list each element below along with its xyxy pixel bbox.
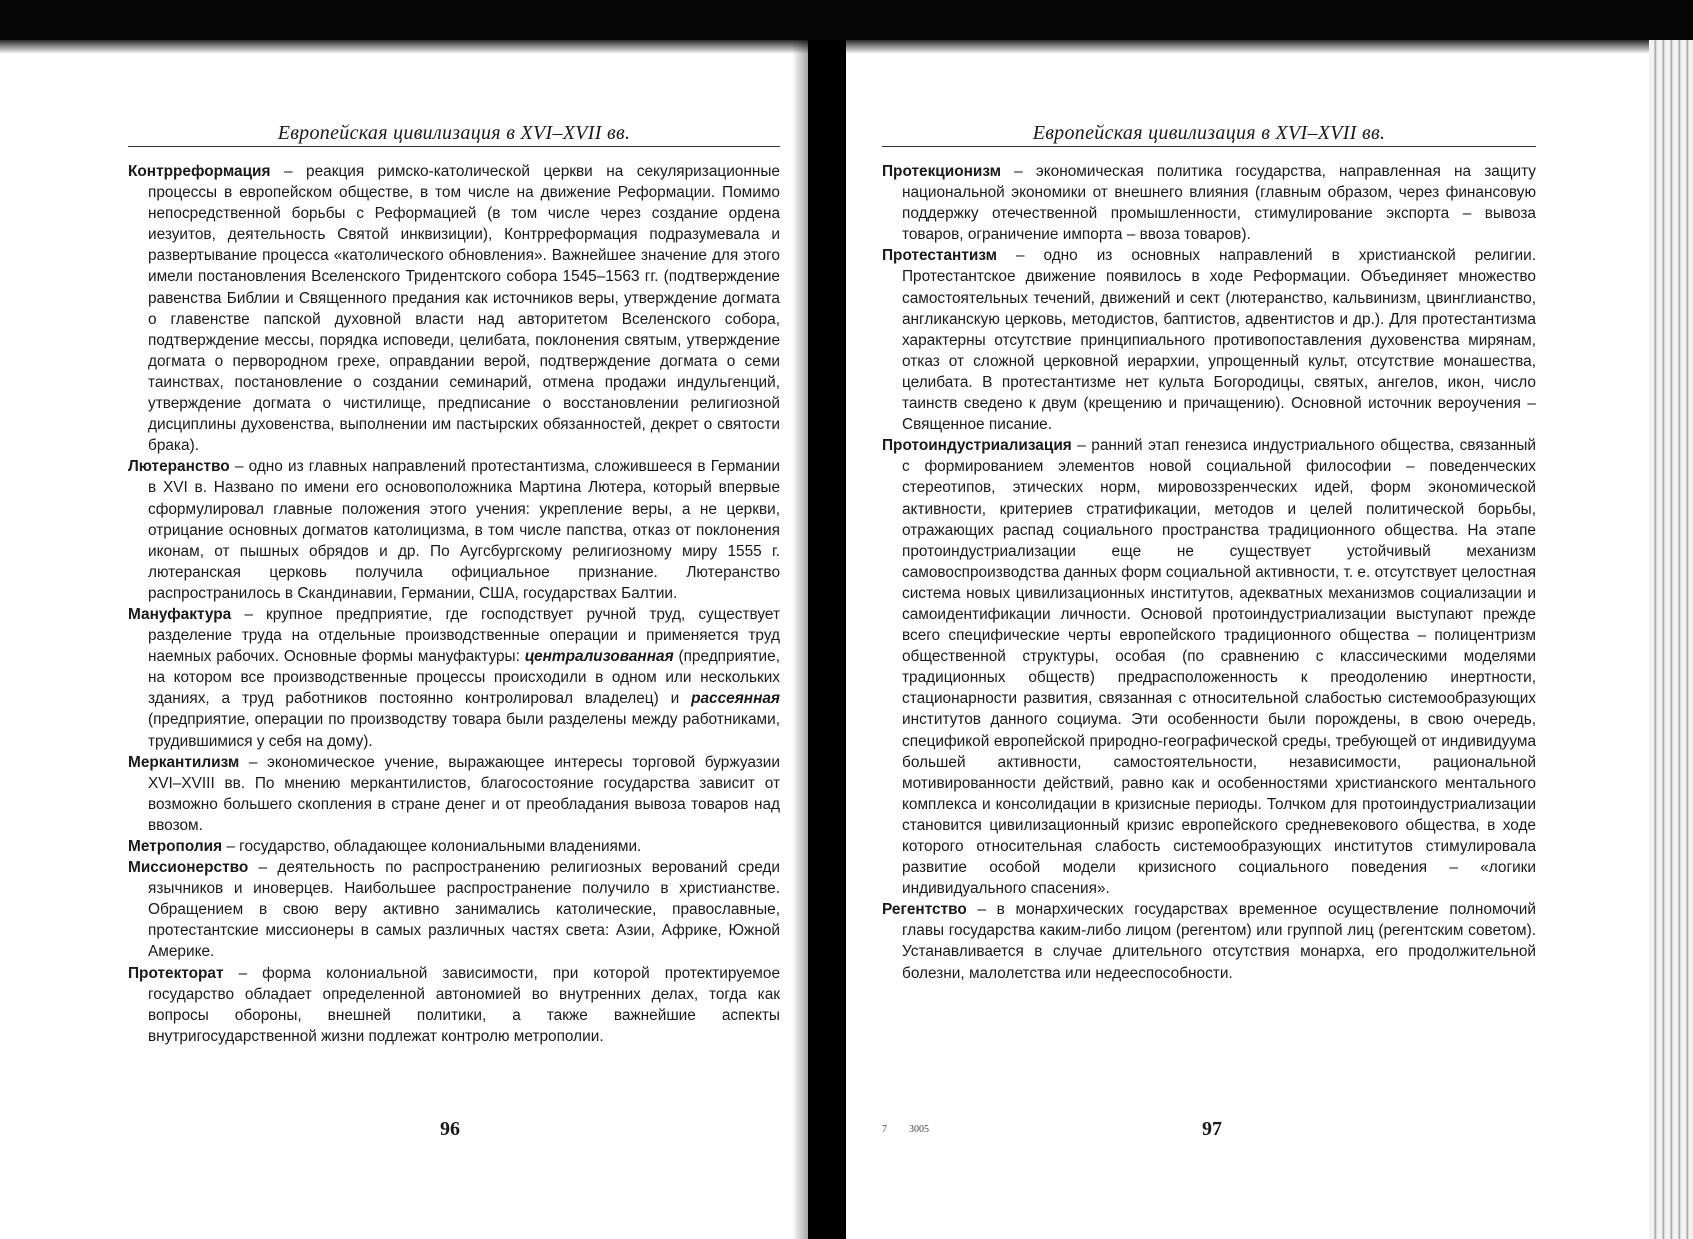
glossary-entry [128, 857, 780, 962]
left-running-head: Европейская цивилизация в XVI–XVII вв. [128, 120, 780, 147]
left-page [128, 120, 780, 1047]
entry-definition: – одно из главных направлений протестантизма, сложившееся в Германии в XVI в. Названо по имени его основоположника Мартина Лютера, который впервые сформулировал главные положения этого учения: укрепление веры, а не церкви, отрицание основных догматов католицизма, в том числе папства, отказ от поклонения иконам, от пышных обрядов и др. По Аугсбургскому религиозному миру 1555 г. лютеранская церковь получила официальное признание. Лютеранство распространилось в Скандинавии, Германии, США, государствах Балтии. [148, 458, 780, 602]
entry-term: Протоиндустриализация [882, 437, 1072, 455]
print-signature [882, 1124, 951, 1135]
entry-term: Протекционизм [882, 163, 1002, 180]
glossary-entry [128, 963, 780, 1047]
glossary-entry [882, 435, 1536, 899]
glossary-entry [128, 456, 780, 604]
glossary-entry [882, 899, 1536, 983]
right-running-head: Европейская цивилизация в XVI–XVII вв. [882, 120, 1536, 147]
entry-definition: – экономическое учение, выражающее интересы торговой буржуазии XVI–XVIII вв. По мнению меркантилистов, благосостояние государства зависит от возможно большего скопления в стране денег и от преобладания вывоза товаров над ввозом. [148, 753, 780, 834]
signature-number: 7 [882, 1124, 887, 1135]
entry-definition: – форма колониальной зависимости, при которой протектируемое государство обладает определенной автономией во внутренних делах, тогда как вопросы обороны, внешней политики, а также важнейшие аспекты внутригосударственной жизни подлежат контролю метрополии. [148, 964, 780, 1045]
entry-definition: – реакция римско-католической церкви на секуляризационные процессы в европейском обществе, в том числе на движение Реформации. Помимо непосредственной борьбы с Реформацией (в том числе через создание ордена иезуитов, деятельность Святой инквизиции), Контрреформация подразумевала и развертывание процесса «католического обновления». Важнейшее значение для этого имели постановления Вселенского Тридентского собора 1545–1563 гг. (подтверждение равенства Библии и Священного предания как источников веры, утверждение догмата о главенстве папской духовной власти над авторитетом Вселенского собора, подтверждение мессы, порядка исповеди, целибата, поклонения святым, утверждение догмата о первородном грехе, оправдании верой, подтверждение догмата о семи таинствах, постановление о создании семинарий, отмена продажи индульгенций, утверждение догмата о чистилище, предписание о восстановлении религиозной дисциплины духовенства, выполнении им пастырских обязанностей, декрет о святости брака). [148, 163, 780, 455]
entry-definition: – в монархических государствах временное осуществление полномочий главы государства каким-либо лицом (регентом) или группой лиц (регентским советом). Устанавливается в случае длительного отсутствия монарха, его продолжительной болезни, малолетства или недееспособности. [902, 901, 1536, 982]
entry-definition: – экономическая политика государства, направленная на защиту национальной экономики от внешнего влияния (главным образом, через финансовую поддержку отечественной промышленности, стимулирование экспорта – вывоза товаров, ограничение импорта – ввоза товаров). [902, 163, 1536, 244]
left-page-number: 96 [440, 1118, 460, 1140]
book-gutter [808, 40, 846, 1239]
glossary-entry [128, 604, 780, 752]
entry-term: Миссионерство [128, 859, 249, 877]
book-gutter-shadow [792, 40, 808, 1239]
entry-term: Лютеранство [128, 458, 230, 476]
entry-term: Метрополия [128, 838, 223, 855]
entry-definition: (предприятие, на котором все производственные процессы происходили в одном или нескольких зданиях, а труд работников постоянно контролировал владелец) и [148, 648, 780, 708]
entry-definition: – одно из основных направлений в христианской религии. Протестантское движение появилось в ходе Реформации. Объединяет множество самостоятельных течений, движений и сект (лютеранство, кальвинизм, цвинглианство, англиканскую церковь, методистов, баптистов, адвентистов и др.). Для протестантизма характерны отсутствие принципиального противопоставления духовенства мирянам, отказ от сложной церковной иерархии, упрощенный культ, отсутствие монашества, целибата. В протестантизме нет культа Богородицы, святых, ангелов, икон, число таинств сведено к двум (крещению и причащению). Основной источник вероучения – Священное писание. [902, 247, 1536, 434]
entry-definition: (предприятие, операции по производству товара были разделены между работниками, трудившимися у себя на дому). [148, 711, 780, 750]
entry-definition: – деятельность по распространению религиозных верований среди язычников и иноверцев. Наибольшее распространение получило в христианстве. Обращением в свою веру активно занимались католические, православные, протестантские миссионеры в самых различных частях света: Азии, Африке, Южной Америке. [148, 859, 780, 961]
glossary-entry [882, 161, 1536, 245]
glossary-entry [882, 245, 1536, 435]
entry-emphasis: рассеянная [691, 690, 780, 708]
signature-code: 3005 [909, 1124, 929, 1135]
entry-definition: – ранний этап генезиса индустриального общества, связанный с формированием элементов новой социальной философии – поведенческих стереотипов, этических норм, мировоззренческих идей, форм экономической активности, критериев стратификации, методов и целей политической борьбы, отражающих распад социального пространства традиционного общества. На этапе протоиндустриализации еще не существует устойчивый механизм самовоспроизводства данных форм социальной активности, т. е. отсутствует целостная система новых цивилизационных институтов, адекватных механизмов социализации и самоидентификации личности. Основой протоиндустриализации выступают прежде всего специфические черты европейского традиционного общества – полицентризм общественной структуры, особая (по сравнению с классическими моделями традиционных обществ) предрасположенность к преодолению инертности, стационарности развития, связанная с относительной слабостью системообразующих институтов данного социума. Эти особенности были порождены, в свою очередь, спецификой европейской природно-географической среды, требующей от индивидуума большей активности, самостоятельности, независимости, рациональной мотивированности действий, равно как и особенностями христианского ментального комплекса и консолидации в кризисные периоды. Толчком для протоиндустриализации становится цивилизационный кризис европейского средневекового общества, в ходе которого относительная слабость системообразующих институтов стимулировала развитие особой модели кризисного социального поведения – «логики индивидуального спасения». [902, 437, 1536, 898]
scan-top-band [0, 0, 1693, 40]
page-edges [1649, 40, 1693, 1239]
right-page-number: 97 [1202, 1118, 1222, 1140]
entry-term: Протестантизм [882, 247, 997, 265]
glossary-entry [128, 161, 780, 456]
entry-emphasis: централизованная [524, 648, 674, 666]
entry-definition: – государство, обладающее колониальными владениями. [222, 838, 642, 855]
entry-term: Меркантилизм [128, 753, 240, 771]
right-page [882, 120, 1536, 984]
entry-term: Регентство [882, 901, 967, 919]
entry-definition: – крупное предприятие, где господствует ручной труд, существует разделение труда на отдельные производственные операции и применяется труд наемных рабочих. Основные формы мануфактуры: [148, 605, 780, 666]
glossary-entry [128, 836, 780, 857]
entry-term: Протекторат [128, 964, 224, 982]
glossary-entry [128, 752, 780, 836]
entry-term: Мануфактура [128, 605, 232, 623]
scan-top-shadow [0, 40, 1693, 54]
entry-term: Контрреформация [128, 163, 271, 180]
